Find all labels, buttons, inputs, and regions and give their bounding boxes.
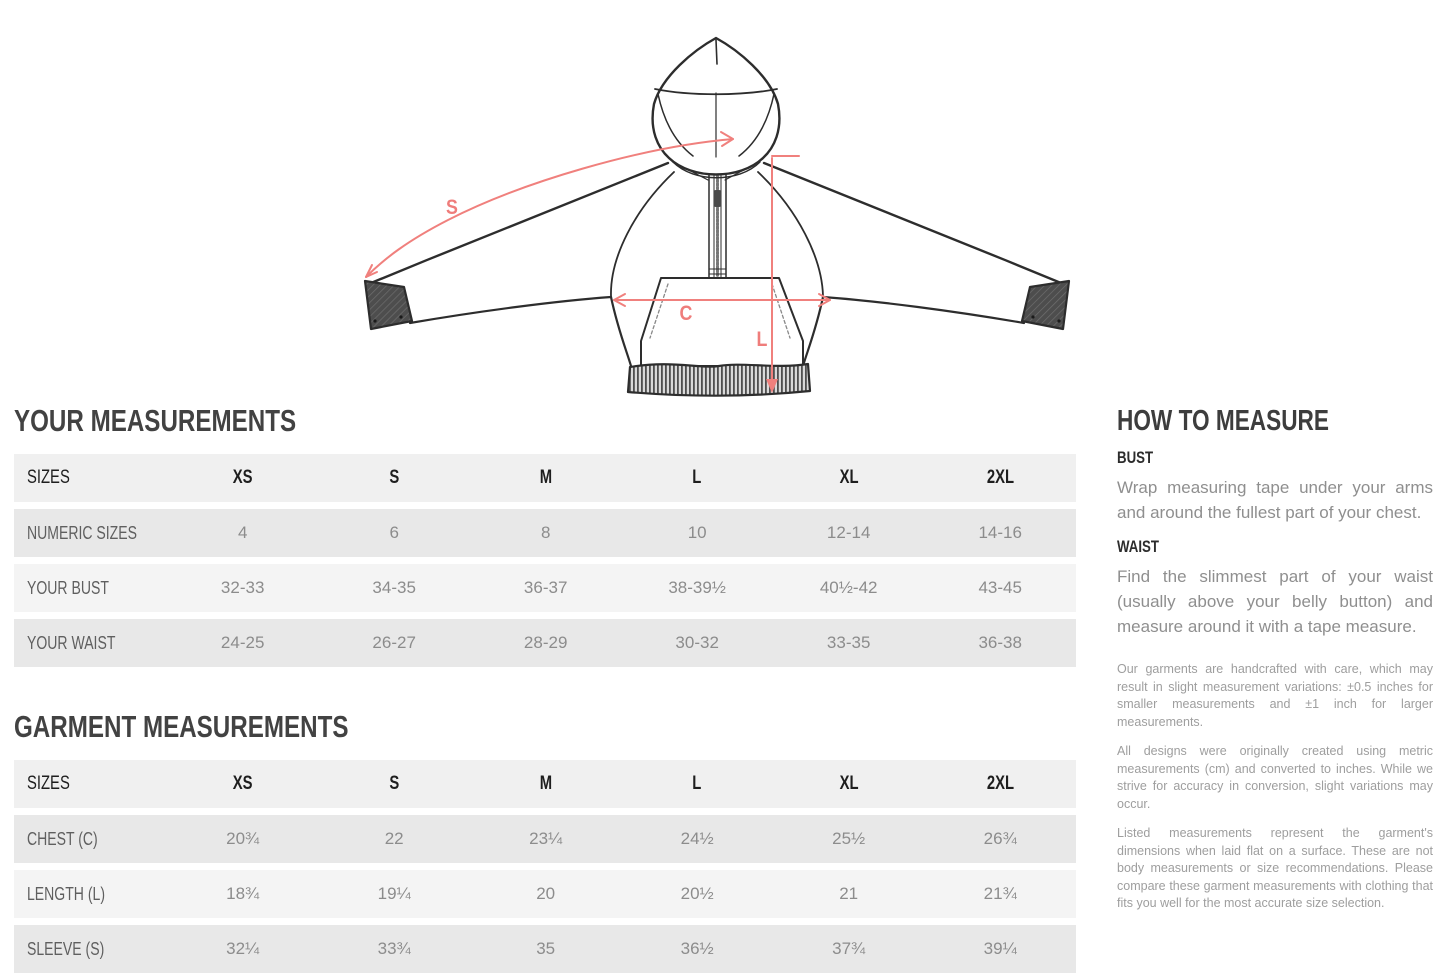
right-sleeve-top-seam xyxy=(764,163,1061,283)
left-body-side xyxy=(611,297,631,366)
header-cell-2xl: 2XL xyxy=(924,760,1076,808)
header-cell-m: M xyxy=(470,454,622,502)
row-label: YOUR BUST xyxy=(14,564,167,612)
left-sleeve-bottom-seam xyxy=(410,297,611,323)
cell: 24½ xyxy=(621,815,773,863)
cell: 39¼ xyxy=(924,925,1076,973)
measurement-disclaimers xyxy=(1117,661,1433,913)
table-row xyxy=(14,925,1076,973)
cell: 23¼ xyxy=(470,815,622,863)
waist-instructions: Find the slimmest part of your waist (usually above your belly button) and measure around it with a tape measure. xyxy=(1117,567,1433,636)
cell: 26-27 xyxy=(318,619,470,667)
cell: 33¾ xyxy=(318,925,470,973)
length-label: L xyxy=(756,327,768,352)
cell: 20¾ xyxy=(167,815,319,863)
how-to-measure-section xyxy=(1117,406,1433,925)
row-label: SLEEVE (S) xyxy=(14,925,167,973)
table-row xyxy=(14,619,1076,667)
table-header-row xyxy=(14,760,1076,808)
cell: 20 xyxy=(470,870,622,918)
row-label: CHEST (C) xyxy=(14,815,167,863)
bust-heading: BUST xyxy=(1117,448,1154,467)
table-row xyxy=(14,870,1076,918)
cell: 26¾ xyxy=(924,815,1076,863)
disclaimer-variations: Our garments are handcrafted with care, which may result in slight measurement variations: ±0.5 inches for smaller measurements and ±1 inch for larger measurements. xyxy=(1117,662,1433,729)
header-cell-m: M xyxy=(470,760,622,808)
cell: 4 xyxy=(167,509,319,557)
cell: 36-37 xyxy=(470,564,622,612)
left-sleeve-top-seam xyxy=(371,163,668,283)
bust-instructions: Wrap measuring tape under your arms and around the fullest part of your chest. xyxy=(1117,478,1433,522)
cell: 12-14 xyxy=(773,509,925,557)
measurements-section xyxy=(14,403,1076,977)
right-cuff xyxy=(1022,281,1069,329)
cell: 18¾ xyxy=(167,870,319,918)
cell: 32¼ xyxy=(167,925,319,973)
zipper-pull xyxy=(714,190,721,207)
cell: 24-25 xyxy=(167,619,319,667)
cell: 19¼ xyxy=(318,870,470,918)
header-cell-s: S xyxy=(318,454,470,502)
cell: 33-35 xyxy=(773,619,925,667)
header-cell-s: S xyxy=(318,760,470,808)
cell: 21 xyxy=(773,870,925,918)
cell: 21¾ xyxy=(924,870,1076,918)
chest-label: C xyxy=(679,301,693,326)
cell: 43-45 xyxy=(924,564,1076,612)
row-label: YOUR WAIST xyxy=(14,619,167,667)
header-cell-sizes: SIZES xyxy=(14,760,167,808)
cell: 25½ xyxy=(773,815,925,863)
cell: 35 xyxy=(470,925,622,973)
right-body-side xyxy=(803,297,823,366)
header-cell-sizes: SIZES xyxy=(14,454,167,502)
cell: 30-32 xyxy=(621,619,773,667)
cell: 34-35 xyxy=(318,564,470,612)
table-row xyxy=(14,509,1076,557)
table-header-row xyxy=(14,454,1076,502)
table-row xyxy=(14,564,1076,612)
hood-apex-seam xyxy=(716,40,717,64)
cell: 14-16 xyxy=(924,509,1076,557)
header-cell-l: L xyxy=(621,760,773,808)
header-cell-xs: XS xyxy=(167,454,319,502)
cell: 32-33 xyxy=(167,564,319,612)
left-cuff xyxy=(365,281,412,329)
cell: 36½ xyxy=(621,925,773,973)
disclaimer-flat-measurements: Listed measurements represent the garment's dimensions when laid flat on a surface. These are not body measurements or size recommendations. Please compare these garment measurements with clothing that fits you well for the most accurate size selection. xyxy=(1117,826,1433,910)
waist-heading: WAIST xyxy=(1117,537,1159,556)
cell: 6 xyxy=(318,509,470,557)
disclaimer-metric-conversion: All designs were originally created using metric measurements (cm) and converted to inches. While we strive for accuracy in conversion, slight variations may occur. xyxy=(1117,744,1433,811)
table-row xyxy=(14,815,1076,863)
cell: 10 xyxy=(621,509,773,557)
cell: 28-29 xyxy=(470,619,622,667)
ribbed-hem xyxy=(628,364,810,396)
cell: 40½-42 xyxy=(773,564,925,612)
your-measurements-table xyxy=(14,447,1076,674)
cell: 38-39½ xyxy=(621,564,773,612)
header-cell-xl: XL xyxy=(773,454,925,502)
header-cell-xs: XS xyxy=(167,760,319,808)
cell: 22 xyxy=(318,815,470,863)
row-label: LENGTH (L) xyxy=(14,870,167,918)
hoodie-technical-drawing xyxy=(330,0,1110,400)
header-cell-xl: XL xyxy=(773,760,925,808)
right-sleeve-bottom-seam xyxy=(823,297,1024,323)
garment-measurements-table xyxy=(14,753,1076,977)
header-cell-2xl: 2XL xyxy=(924,454,1076,502)
row-label: NUMERIC SIZES xyxy=(14,509,167,557)
your-measurements-title: YOUR MEASUREMENTS xyxy=(14,403,297,438)
cell: 20½ xyxy=(621,870,773,918)
header-cell-l: L xyxy=(621,454,773,502)
sleeve-label: S xyxy=(446,195,458,220)
cell: 36-38 xyxy=(924,619,1076,667)
cell: 8 xyxy=(470,509,622,557)
how-to-measure-title: HOW TO MEASURE xyxy=(1117,405,1329,437)
garment-measurements-title: GARMENT MEASUREMENTS xyxy=(14,709,349,744)
cell: 37¾ xyxy=(773,925,925,973)
